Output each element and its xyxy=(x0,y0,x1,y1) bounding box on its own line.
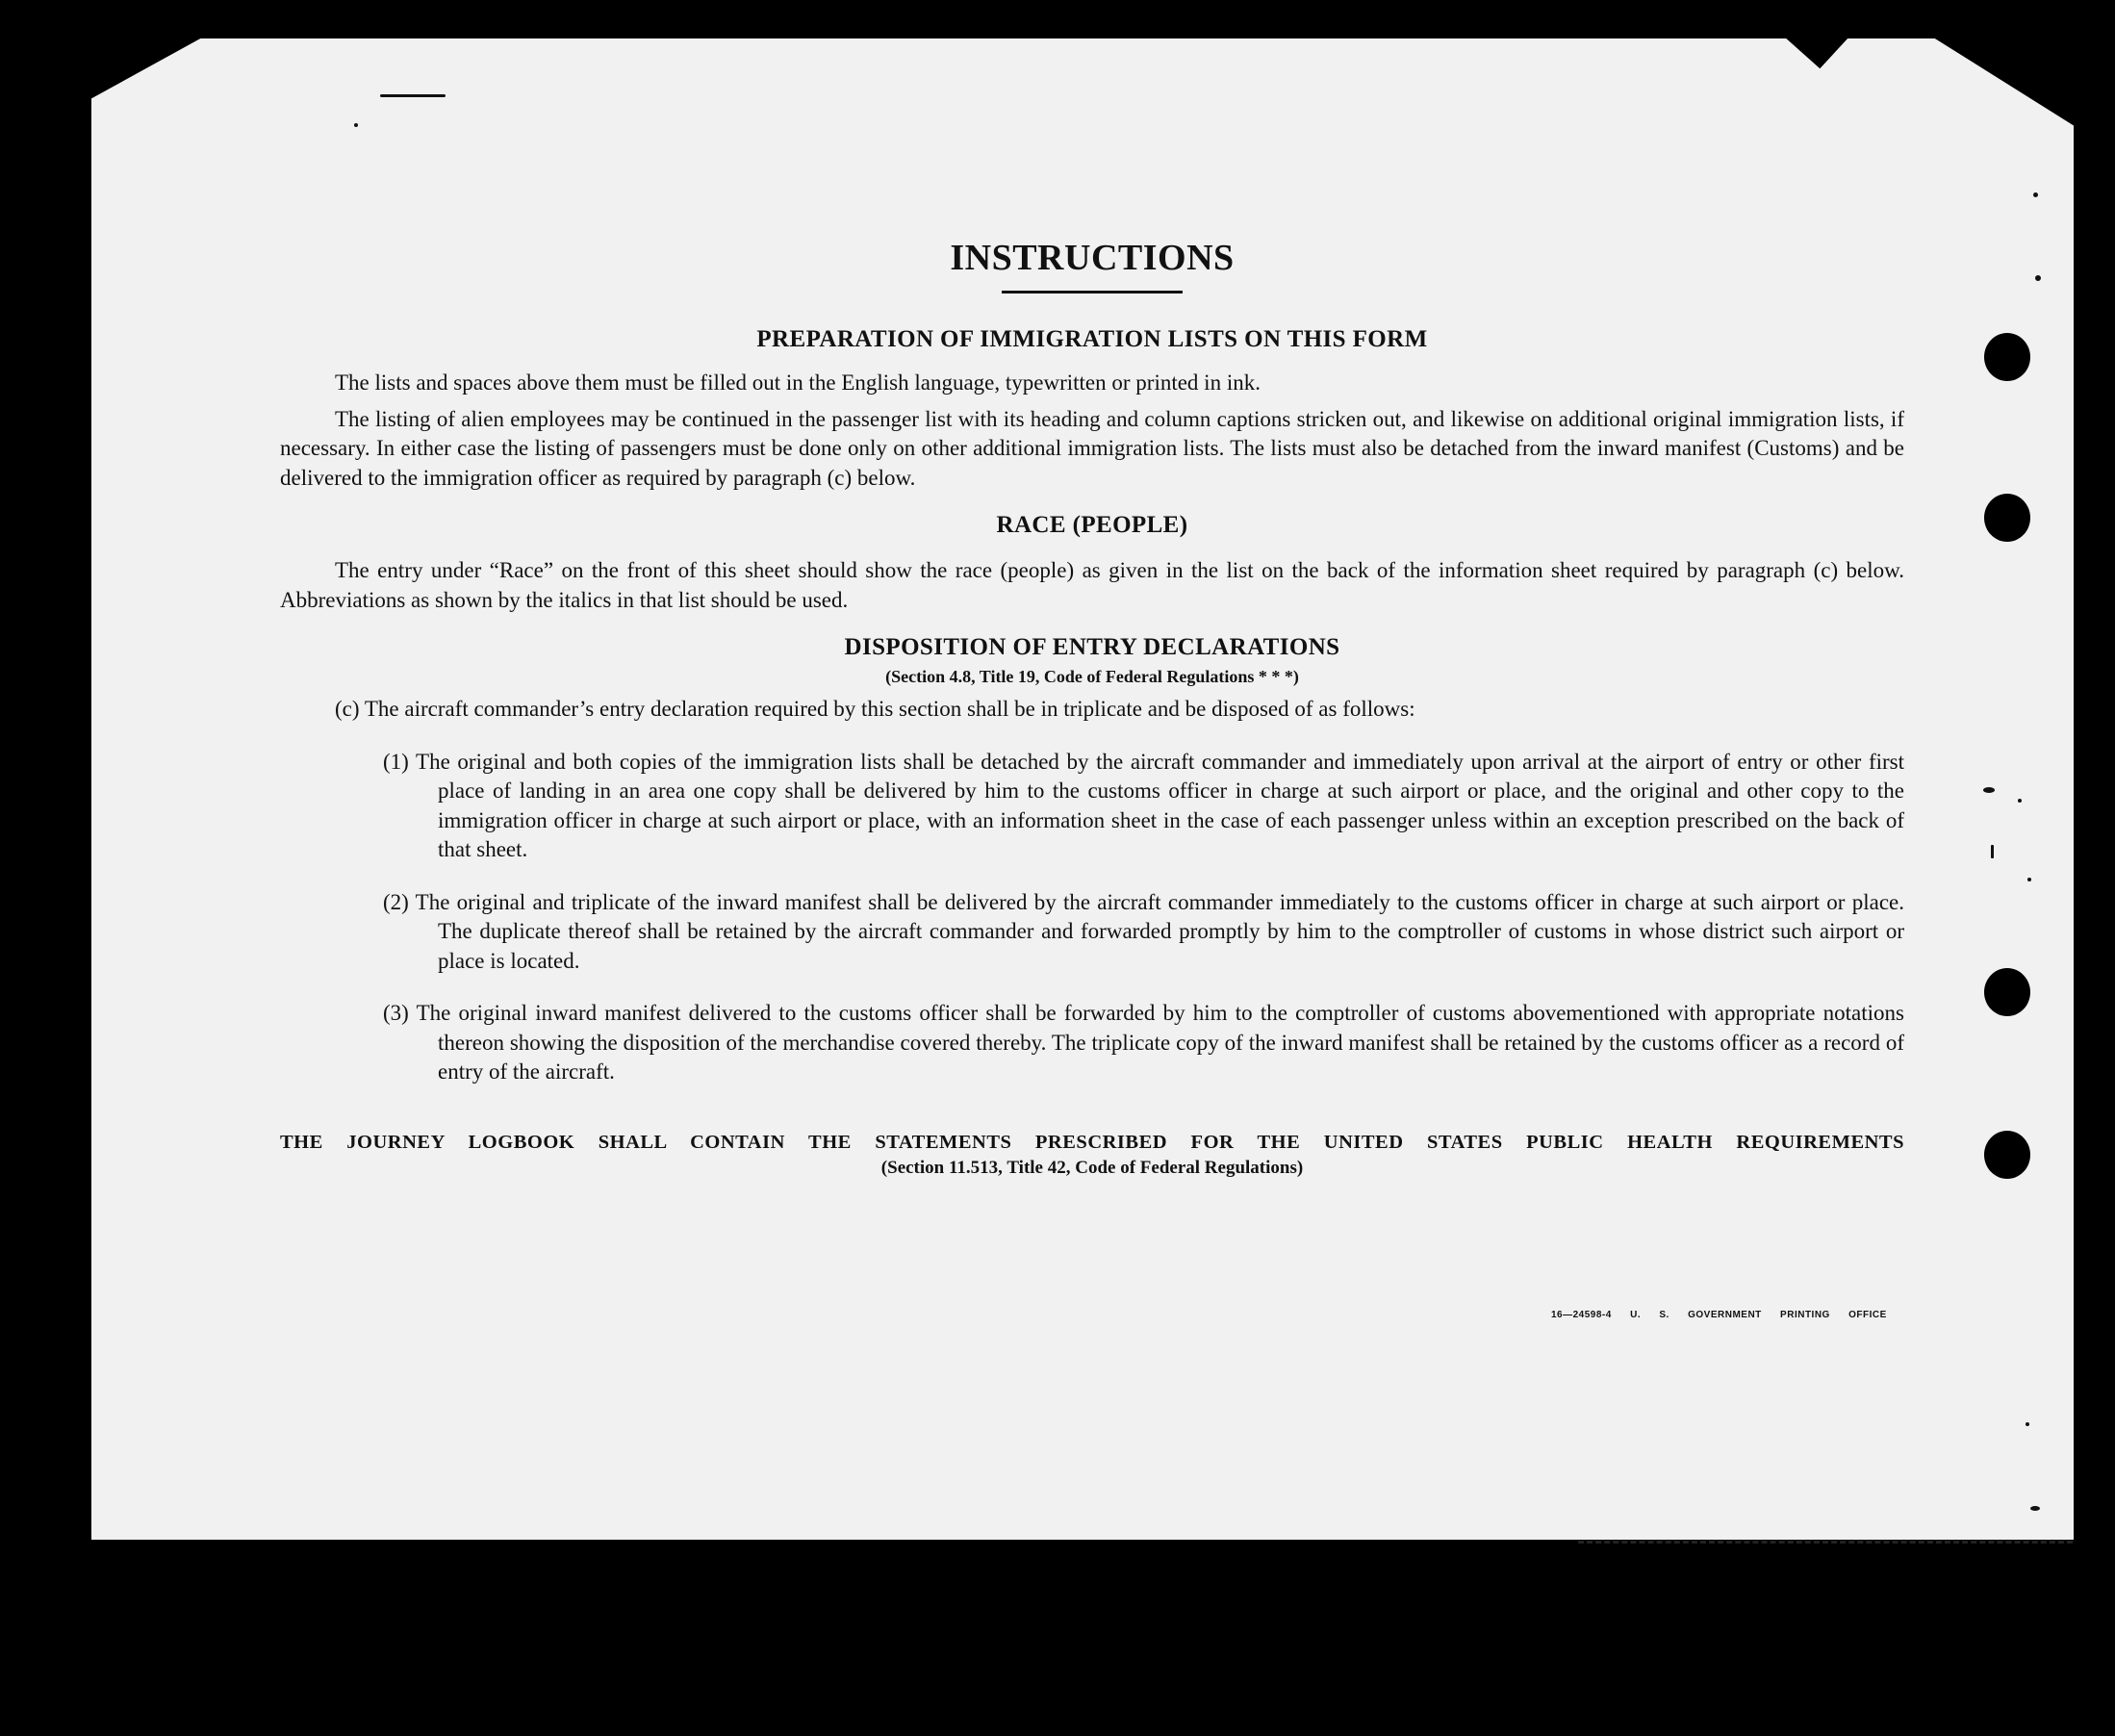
scan-speck xyxy=(380,94,446,97)
section-citation: (Section 4.8, Title 19, Code of Federal Regulations * * *) xyxy=(885,667,1299,686)
disposition-intro: (c) The aircraft commander’s entry declaration required by this section shall be in triplicate and be disposed of as follows: xyxy=(335,697,1415,721)
scan-speck xyxy=(2027,878,2031,881)
title-underline xyxy=(1002,291,1183,294)
scan-speck xyxy=(354,123,358,127)
page-title: INSTRUCTIONS xyxy=(950,238,1235,278)
scan-speck xyxy=(2026,1422,2029,1426)
disposition-item-3: (3) The original inward manifest delivered to the customs officer shall be forwarded by him to the comptroller of customs abovementioned with appropriate notations thereon showing the disposition of the merchandise covered thereby. The triplicate copy of the inward manifest shall be retained by the customs officer as a record of entry of the aircraft. xyxy=(383,1001,1904,1084)
health-requirements-statement: THE JOURNEY LOGBOOK SHALL CONTAIN THE STATEMENTS PRESCRIBED FOR THE UNITED STATES PUBLIC HEALTH REQUIREMENTS xyxy=(280,1131,1904,1153)
scan-speck xyxy=(2018,799,2022,803)
scan-speck xyxy=(2030,1506,2040,1511)
preparation-paragraph: The listing of alien employees may be continued in the passenger list with its heading and column captions stricken out, and likewise on additional original immigration lists, if necessary. In either case the listing of passengers must be done only on other additional immigration lists. The lists must also be detached from the inward manifest (Customs) and be delivered to the immigration officer as required by paragraph (c) below. xyxy=(280,406,1904,490)
scan-speck xyxy=(2035,275,2041,281)
scan-speck xyxy=(1983,787,1995,793)
section-heading-disposition: DISPOSITION OF ENTRY DECLARATIONS xyxy=(844,634,1340,660)
perforation-line xyxy=(1578,1541,2073,1544)
punch-hole xyxy=(1984,494,2030,542)
preparation-paragraph: The lists and spaces above them must be filled out in the English language, typewritten or printed in ink. xyxy=(335,370,1261,395)
scan-speck xyxy=(2033,192,2038,197)
printing-office-code: 16—24598-4 U. S. GOVERNMENT PRINTING OFFICE xyxy=(1551,1310,1887,1320)
section-heading-race: RACE (PEOPLE) xyxy=(996,512,1188,538)
disposition-item-2: (2) The original and triplicate of the inward manifest shall be delivered by the aircraft commander immediately to the customs officer in charge at such airport or place. The duplicate thereof shall be retained by the aircraft commander and forwarded promptly by him to the comptroller of customs in whose district such airport or place is located. xyxy=(383,889,1904,973)
disposition-item-1: (1) The original and both copies of the immigration lists shall be detached by the aircraft commander and immediately upon arrival at the airport of entry or other first place of landing in an area one copy shall be delivered by him to the customs officer in charge at such airport or place, and the original and other copy to the immigration officer in charge at such airport or place, with an information sheet in the case of each passenger unless within an exception prescribed on the back of that sheet. xyxy=(383,749,1904,861)
punch-hole xyxy=(1984,333,2030,381)
health-requirements-citation: (Section 11.513, Title 42, Code of Federal Regulations) xyxy=(880,1157,1304,1178)
punch-hole xyxy=(1984,968,2030,1016)
race-paragraph: The entry under “Race” on the front of this sheet should show the race (people) as given in the list on the back of the information sheet required by paragraph (c) below. Abbreviations as shown by the italics in that list should be used. xyxy=(280,558,1904,612)
section-heading-preparation: PREPARATION OF IMMIGRATION LISTS ON THIS FORM xyxy=(756,326,1428,352)
punch-hole xyxy=(1984,1131,2030,1179)
scan-speck xyxy=(1991,845,1994,858)
instructions-content xyxy=(280,231,1904,1179)
